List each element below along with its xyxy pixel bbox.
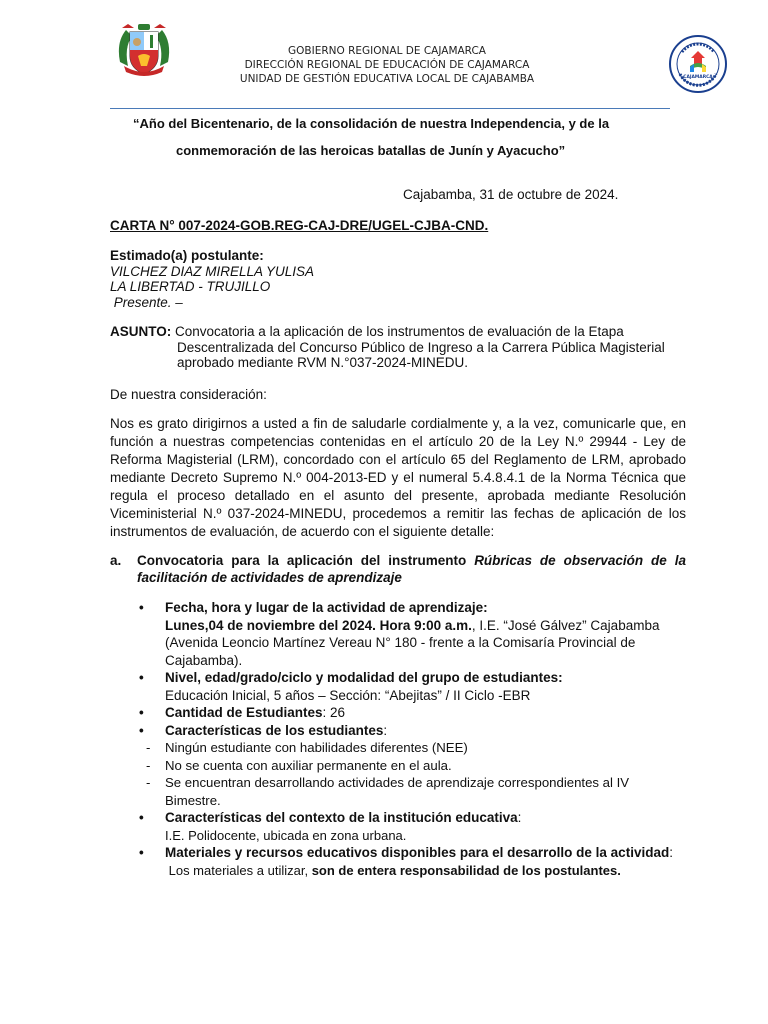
list-item-date-place [138,599,686,669]
subject-line-1: Convocatoria a la aplicación de los instrumentos de evaluación de la Etapa [171,324,624,339]
dash-icon: - [146,775,151,790]
date-time-value: Lunes,04 de noviembre del 2024. Hora 9:00 a.m. [165,617,472,633]
header-line-direction: DIRECCIÓN REGIONAL DE EDUCACIÓN DE CAJAMARCA [244,59,530,71]
student-characteristics-title: Características de los estudiantes [165,722,384,738]
students-count-value: : 26 [322,705,346,720]
year-motto-line-1: “Año del Bicentenario, de la consolidación de nuestra Independencia, y de la [133,116,610,131]
materials-value-bold: son de entera responsabilidad de los postulantes. [311,862,621,878]
section-a-heading [137,552,686,586]
section-a-heading-plain: Convocatoria para la aplicación del instrumento [137,553,475,568]
recipient-location: LA LIBERTAD - TRUJILLO [110,279,271,295]
materials-title: Materiales y recursos educativos disponibles para el desarrollo de la actividad [165,845,670,860]
recipient-name: VILCHEZ DIAZ MIRELLA YULISA [110,263,315,279]
bullet-icon: • [139,670,144,685]
students-count-title: Cantidad de Estudiantes [165,705,323,720]
sub-item-text: Se encuentran desarrollando actividades de aprendizaje correspondientes al IV Bimestre. [165,775,630,808]
section-a-letter: a. [110,553,122,568]
list-item-students-count [138,704,686,722]
bullet-icon: • [139,810,144,825]
bullet-icon: • [139,722,144,738]
bullet-icon: • [139,845,144,860]
materials-value-plain: Los materiales a utilizar, [165,862,312,878]
subject-block [110,324,690,371]
level-value: Educación Inicial, 5 años – Sección: “Abejitas” / II Ciclo -EBR [165,687,531,703]
dash-icon: - [146,757,151,773]
ugel-seal-icon [668,34,728,94]
subject-line-3: aprobado mediante RVM N.°037-2024-MINEDU. [177,355,469,371]
institution-header [180,44,594,86]
year-motto-line-2: conmemoración de las heroicas batallas de Junín y Ayacucho” [176,143,566,158]
list-item-student-characteristics [138,722,686,740]
list-item-materials [138,844,686,879]
presente-line: Presente. – [110,294,183,310]
context-colon: : [517,810,522,825]
body-paragraph: Nos es grato dirigirnos a usted a fin de saludarle cordialmente y, a la vez, comunicarle que, en función a nuestras competencias contenidas en el artículo 20 de la Ley N.º 29944 - Ley de Reforma Magisterial (LRM), concordado con el artículo 65 del Reglamento de LRM, aprobado mediante Decreto Supremo N.º 004-2013-ED y el numeral 5.4.8.4.1 de la Norma Técnica que regula el proceso detallado en el asunto del presente, aprobada mediante Resolución Viceministerial N.º 037-2024-MINEDU, procedemos a remitir las fechas de aplicación de los instrumentos de evaluación, de acuerdo con el siguiente detalle: [110,416,686,539]
list-item-level [138,669,686,704]
sub-item-text: Ningún estudiante con habilidades diferentes (NEE) [165,740,468,755]
section-a [110,552,686,586]
bullet-icon: • [139,705,144,720]
bullet-icon: • [139,600,144,615]
details-list [138,599,686,879]
greeting: De nuestra consideración: [110,387,267,402]
sub-item [138,774,686,809]
materials-colon: : [669,845,673,860]
place-value: , I.E. “José Gálvez” Cajabamba (Avenida Leoncio Martínez Vereau N° 180 - frente a la Comisaría Provincial de Cajabamba). [165,617,660,668]
letter-number [110,218,488,233]
context-title: Características del contexto de la institución educativa [165,810,518,825]
subject-label: ASUNTO: [110,324,172,339]
list-item-context [138,809,686,844]
section-a-heading-italic: Rúbricas de observación de la facilitación de actividades de aprendizaje [137,553,686,585]
letter-number-text: CARTA N° 007-2024-GOB.REG-CAJ-DRE/UGEL-CJBA-CND [110,218,485,233]
header-line-government: GOBIERNO REGIONAL DE CAJAMARCA [288,45,486,57]
seal-label: CAJAMARCA [683,75,713,80]
sub-item-text: No se cuenta con auxiliar permanente en el aula. [165,757,452,773]
sub-item [138,739,686,757]
dash-icon: - [146,740,151,755]
header-line-ugel: UNIDAD DE GESTIÓN EDUCATIVA LOCAL DE CAJABAMBA [239,73,535,85]
subject-line-2: Descentralizada del Concurso Público de Ingreso a la Carrera Pública Magisterial [177,339,665,355]
date-place-title: Fecha, hora y lugar de la actividad de aprendizaje: [165,600,488,615]
peru-coat-of-arms-icon [114,22,174,80]
level-title: Nivel, edad/grado/ciclo y modalidad del grupo de estudiantes: [165,670,563,685]
salutation: Estimado(a) postulante: [110,248,264,263]
context-value: I.E. Polidocente, ubicada en zona urbana. [165,827,407,843]
sub-item [138,757,686,775]
letter-date: Cajabamba, 31 de octubre de 2024. [403,187,619,202]
recipient-block [110,248,314,310]
header-divider [110,108,670,109]
letter-number-period: . [484,218,489,233]
student-characteristics-colon: : [383,722,388,738]
